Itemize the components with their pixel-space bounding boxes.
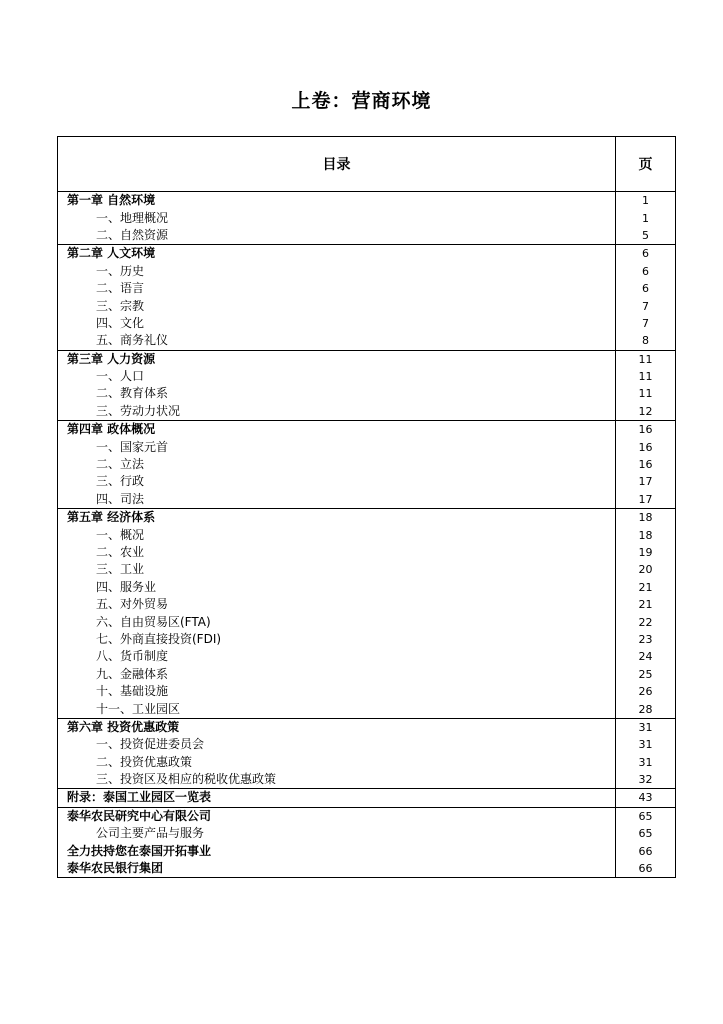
toc-section-row (58, 683, 676, 700)
toc-section-row (58, 438, 676, 455)
toc-section-row (58, 526, 676, 543)
section-title: 四、司法 (58, 491, 616, 509)
page-number: 6 (616, 245, 676, 263)
page-number: 6 (616, 280, 676, 297)
toc-section-row (58, 579, 676, 596)
toc-chapter-row (58, 350, 676, 368)
section-title: 三、工业 (58, 561, 616, 578)
section-title: 一、地理概况 (58, 209, 616, 226)
toc-section-row (58, 385, 676, 402)
chapter-title: 附录：泰国工业园区一览表 (58, 789, 616, 807)
toc-section-row (58, 332, 676, 350)
page-number: 16 (616, 421, 676, 439)
page-number: 16 (616, 438, 676, 455)
toc-section-row (58, 280, 676, 297)
page-number: 16 (616, 456, 676, 473)
toc-section-row (58, 456, 676, 473)
section-title: 二、自然资源 (58, 227, 616, 245)
toc-header-row (58, 137, 676, 192)
page-number: 18 (616, 509, 676, 527)
toc-section-row (58, 544, 676, 561)
toc-section-row (58, 491, 676, 509)
page-number: 5 (616, 227, 676, 245)
section-title: 五、商务礼仪 (58, 332, 616, 350)
page-number: 7 (616, 297, 676, 314)
page-number: 21 (616, 596, 676, 613)
page-header: 页 (616, 137, 676, 192)
toc-chapter-row (58, 860, 676, 878)
chapter-title: 泰华农民研究中心有限公司 (58, 807, 616, 825)
page-number: 8 (616, 332, 676, 350)
section-title: 十一、工业园区 (58, 700, 616, 718)
page-number: 66 (616, 860, 676, 878)
page-number: 26 (616, 683, 676, 700)
toc-section-row (58, 771, 676, 789)
section-title: 四、文化 (58, 315, 616, 332)
page-number: 17 (616, 491, 676, 509)
section-title: 四、服务业 (58, 579, 616, 596)
page-number: 20 (616, 561, 676, 578)
chapter-title: 第五章 经济体系 (58, 509, 616, 527)
page-number: 19 (616, 544, 676, 561)
toc-chapter-row (58, 718, 676, 736)
toc-section-row (58, 736, 676, 753)
page-number: 6 (616, 263, 676, 280)
page-number: 28 (616, 700, 676, 718)
page-number: 66 (616, 842, 676, 859)
section-title: 公司主要产品与服务 (58, 825, 616, 842)
section-title: 一、历史 (58, 263, 616, 280)
section-title: 八、货币制度 (58, 648, 616, 665)
page-number: 31 (616, 736, 676, 753)
section-title: 十、基础设施 (58, 683, 616, 700)
page-number: 1 (616, 192, 676, 210)
page-number: 7 (616, 315, 676, 332)
section-title: 六、自由贸易区(FTA) (58, 613, 616, 630)
toc-section-row (58, 754, 676, 771)
toc-section-row (58, 227, 676, 245)
page-title: 上卷：营商环境 (291, 90, 432, 112)
section-title: 三、劳动力状况 (58, 403, 616, 421)
page-number: 17 (616, 473, 676, 490)
toc-chapter-row (58, 842, 676, 859)
section-title: 一、人口 (58, 368, 616, 385)
page-number: 11 (616, 350, 676, 368)
section-title: 一、国家元首 (58, 438, 616, 455)
page-number: 21 (616, 579, 676, 596)
toc-section-row (58, 596, 676, 613)
page-number: 11 (616, 368, 676, 385)
page-number: 31 (616, 718, 676, 736)
toc-chapter-row (58, 192, 676, 210)
page-number: 11 (616, 385, 676, 402)
toc-section-row (58, 315, 676, 332)
toc-section-row (58, 666, 676, 683)
page-number: 65 (616, 825, 676, 842)
page-number: 1 (616, 209, 676, 226)
toc-section-row (58, 263, 676, 280)
toc-section-row (58, 648, 676, 665)
toc-section-row (58, 631, 676, 648)
page-number: 65 (616, 807, 676, 825)
page-number: 22 (616, 613, 676, 630)
toc-section-row (58, 700, 676, 718)
toc-section-row (58, 209, 676, 226)
section-title: 七、外商直接投资(FDI) (58, 631, 616, 648)
page-number: 23 (616, 631, 676, 648)
section-title: 二、语言 (58, 280, 616, 297)
section-title: 五、对外贸易 (58, 596, 616, 613)
chapter-title: 第六章 投资优惠政策 (58, 718, 616, 736)
section-title: 二、立法 (58, 456, 616, 473)
page-number: 24 (616, 648, 676, 665)
chapter-title: 第一章 自然环境 (58, 192, 616, 210)
section-title: 一、概况 (58, 526, 616, 543)
section-title: 二、农业 (58, 544, 616, 561)
toc-table (57, 136, 676, 878)
chapter-title: 第二章 人文环境 (58, 245, 616, 263)
contents-header: 目录 (58, 137, 616, 192)
section-title: 二、教育体系 (58, 385, 616, 402)
section-title: 九、金融体系 (58, 666, 616, 683)
page-number: 32 (616, 771, 676, 789)
toc-chapter-row (58, 789, 676, 807)
chapter-title: 第三章 人力资源 (58, 350, 616, 368)
toc-chapter-row (58, 807, 676, 825)
page-number: 43 (616, 789, 676, 807)
toc-chapter-row (58, 245, 676, 263)
chapter-title: 第四章 政体概况 (58, 421, 616, 439)
toc-section-row (58, 561, 676, 578)
toc-chapter-row (58, 509, 676, 527)
section-title: 三、投资区及相应的税收优惠政策 (58, 771, 616, 789)
chapter-title: 泰华农民银行集团 (58, 860, 616, 878)
page-number: 31 (616, 754, 676, 771)
section-title: 一、投资促进委员会 (58, 736, 616, 753)
page-number: 12 (616, 403, 676, 421)
section-title: 二、投资优惠政策 (58, 754, 616, 771)
toc-section-row (58, 368, 676, 385)
toc-section-row (58, 613, 676, 630)
toc-section-row (58, 473, 676, 490)
toc-chapter-row (58, 421, 676, 439)
page-number: 18 (616, 526, 676, 543)
toc-section-row (58, 403, 676, 421)
toc-body (58, 192, 676, 878)
page-number: 25 (616, 666, 676, 683)
section-title: 三、宗教 (58, 297, 616, 314)
chapter-title: 全力扶持您在泰国开拓事业 (58, 842, 616, 859)
toc-section-row (58, 297, 676, 314)
toc-section-row (58, 825, 676, 842)
section-title: 三、行政 (58, 473, 616, 490)
